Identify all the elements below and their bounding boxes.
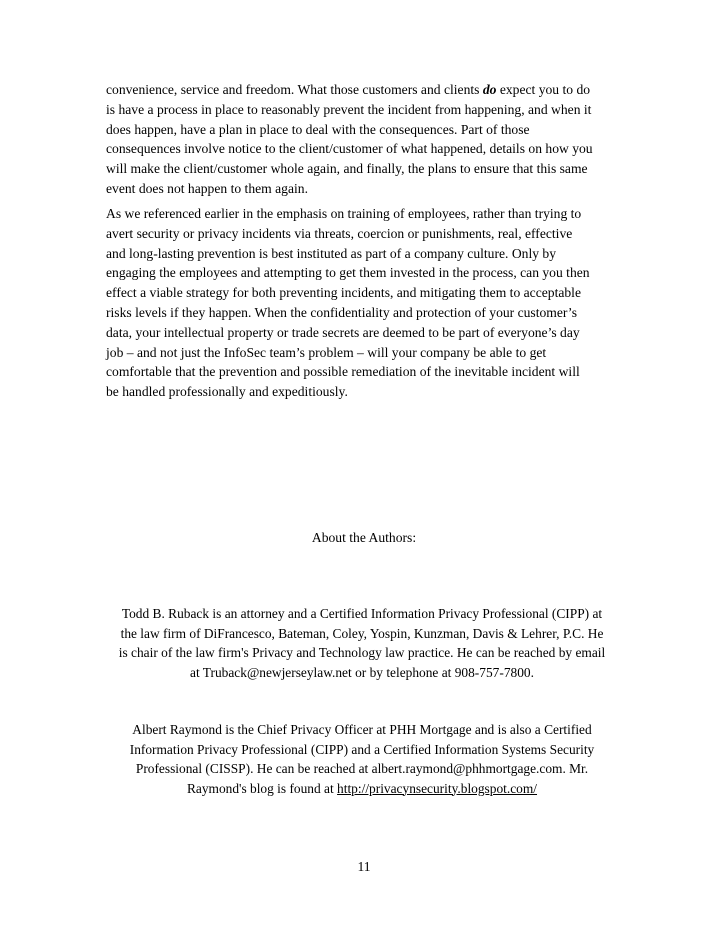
body-paragraph-2 xyxy=(106,204,646,402)
paragraph-line: engaging the employees and attempting to get them invested in the process, can you then xyxy=(106,265,590,281)
bio-line: is chair of the law firm's Privacy and Technology law practice. He can be reached by email xyxy=(118,645,606,660)
paragraph-line: effect a viable strategy for both preventing incidents, and mitigating them to acceptable xyxy=(106,285,581,301)
paragraph-line: and long-lasting prevention is best instituted as part of a company culture. Only by xyxy=(106,245,557,261)
paragraph-line: data, your intellectual property or trade secrets are deemed to be part of everyone’s day xyxy=(106,324,580,340)
bio-line: Albert Raymond is the Chief Privacy Officer at PHH Mortgage and is also a Certified xyxy=(132,722,592,737)
paragraph-line: consequences involve notice to the client/customer of what happened, details on how you xyxy=(106,141,593,157)
paragraph-line: event does not happen to them again. xyxy=(106,180,308,196)
paragraph-line: comfortable that the prevention and possible remediation of the inevitable incident will xyxy=(106,364,580,380)
body-paragraph-1 xyxy=(106,80,646,199)
author-bio-ruback xyxy=(96,604,628,682)
paragraph-line: As we referenced earlier in the emphasis on training of employees, rather than trying to xyxy=(106,206,582,221)
bio-line: the law firm of DiFrancesco, Bateman, Coley, Yospin, Kunzman, Davis & Lehrer, P.C. He xyxy=(120,625,604,641)
paragraph-line: will make the client/customer whole again, and finally, the plans to ensure that this same xyxy=(106,161,588,177)
bio-line: at Truback@newjerseylaw.net or by telephone at 908-757-7800. xyxy=(190,664,534,680)
paragraph-line: does happen, have a plan in place to deal with the consequences. Part of those xyxy=(106,121,530,137)
bio-line: Todd B. Ruback is an attorney and a Certified Information Privacy Professional (CIPP) at xyxy=(121,606,603,621)
page-number: 11 xyxy=(357,859,371,874)
about-authors-heading: About the Authors: xyxy=(311,530,417,545)
paragraph-line: be handled professionally and expeditiously. xyxy=(106,384,348,400)
paragraph-line: job – and not just the InfoSec team’s problem – will your company be able to get xyxy=(106,344,547,360)
bio-line: Information Privacy Professional (CIPP) and a Certified Information Systems Security xyxy=(129,741,595,757)
author-bio-raymond xyxy=(96,720,628,798)
bio-line: Raymond's blog is found at http://privacynsecurity.blogspot.com/ xyxy=(186,780,538,796)
bio-line: Professional (CISSP). He can be reached at albert.raymond@phhmortgage.com. Mr. xyxy=(135,761,589,776)
paragraph-line: avert security or privacy incidents via threats, coercion or punishments, real, effective xyxy=(106,225,573,241)
blog-link[interactable]: http://privacynsecurity.blogspot.com/ xyxy=(337,780,538,796)
paragraph-line: is have a process in place to reasonably prevent the incident from happening, and when it xyxy=(106,101,592,117)
emphasis-word: do xyxy=(482,82,497,97)
paragraph-line: risks levels if they happen. When the confidentiality and protection of your customer’s xyxy=(106,304,578,320)
paragraph-line: convenience, service and freedom. What those customers and clients do expect you to do xyxy=(106,82,591,97)
